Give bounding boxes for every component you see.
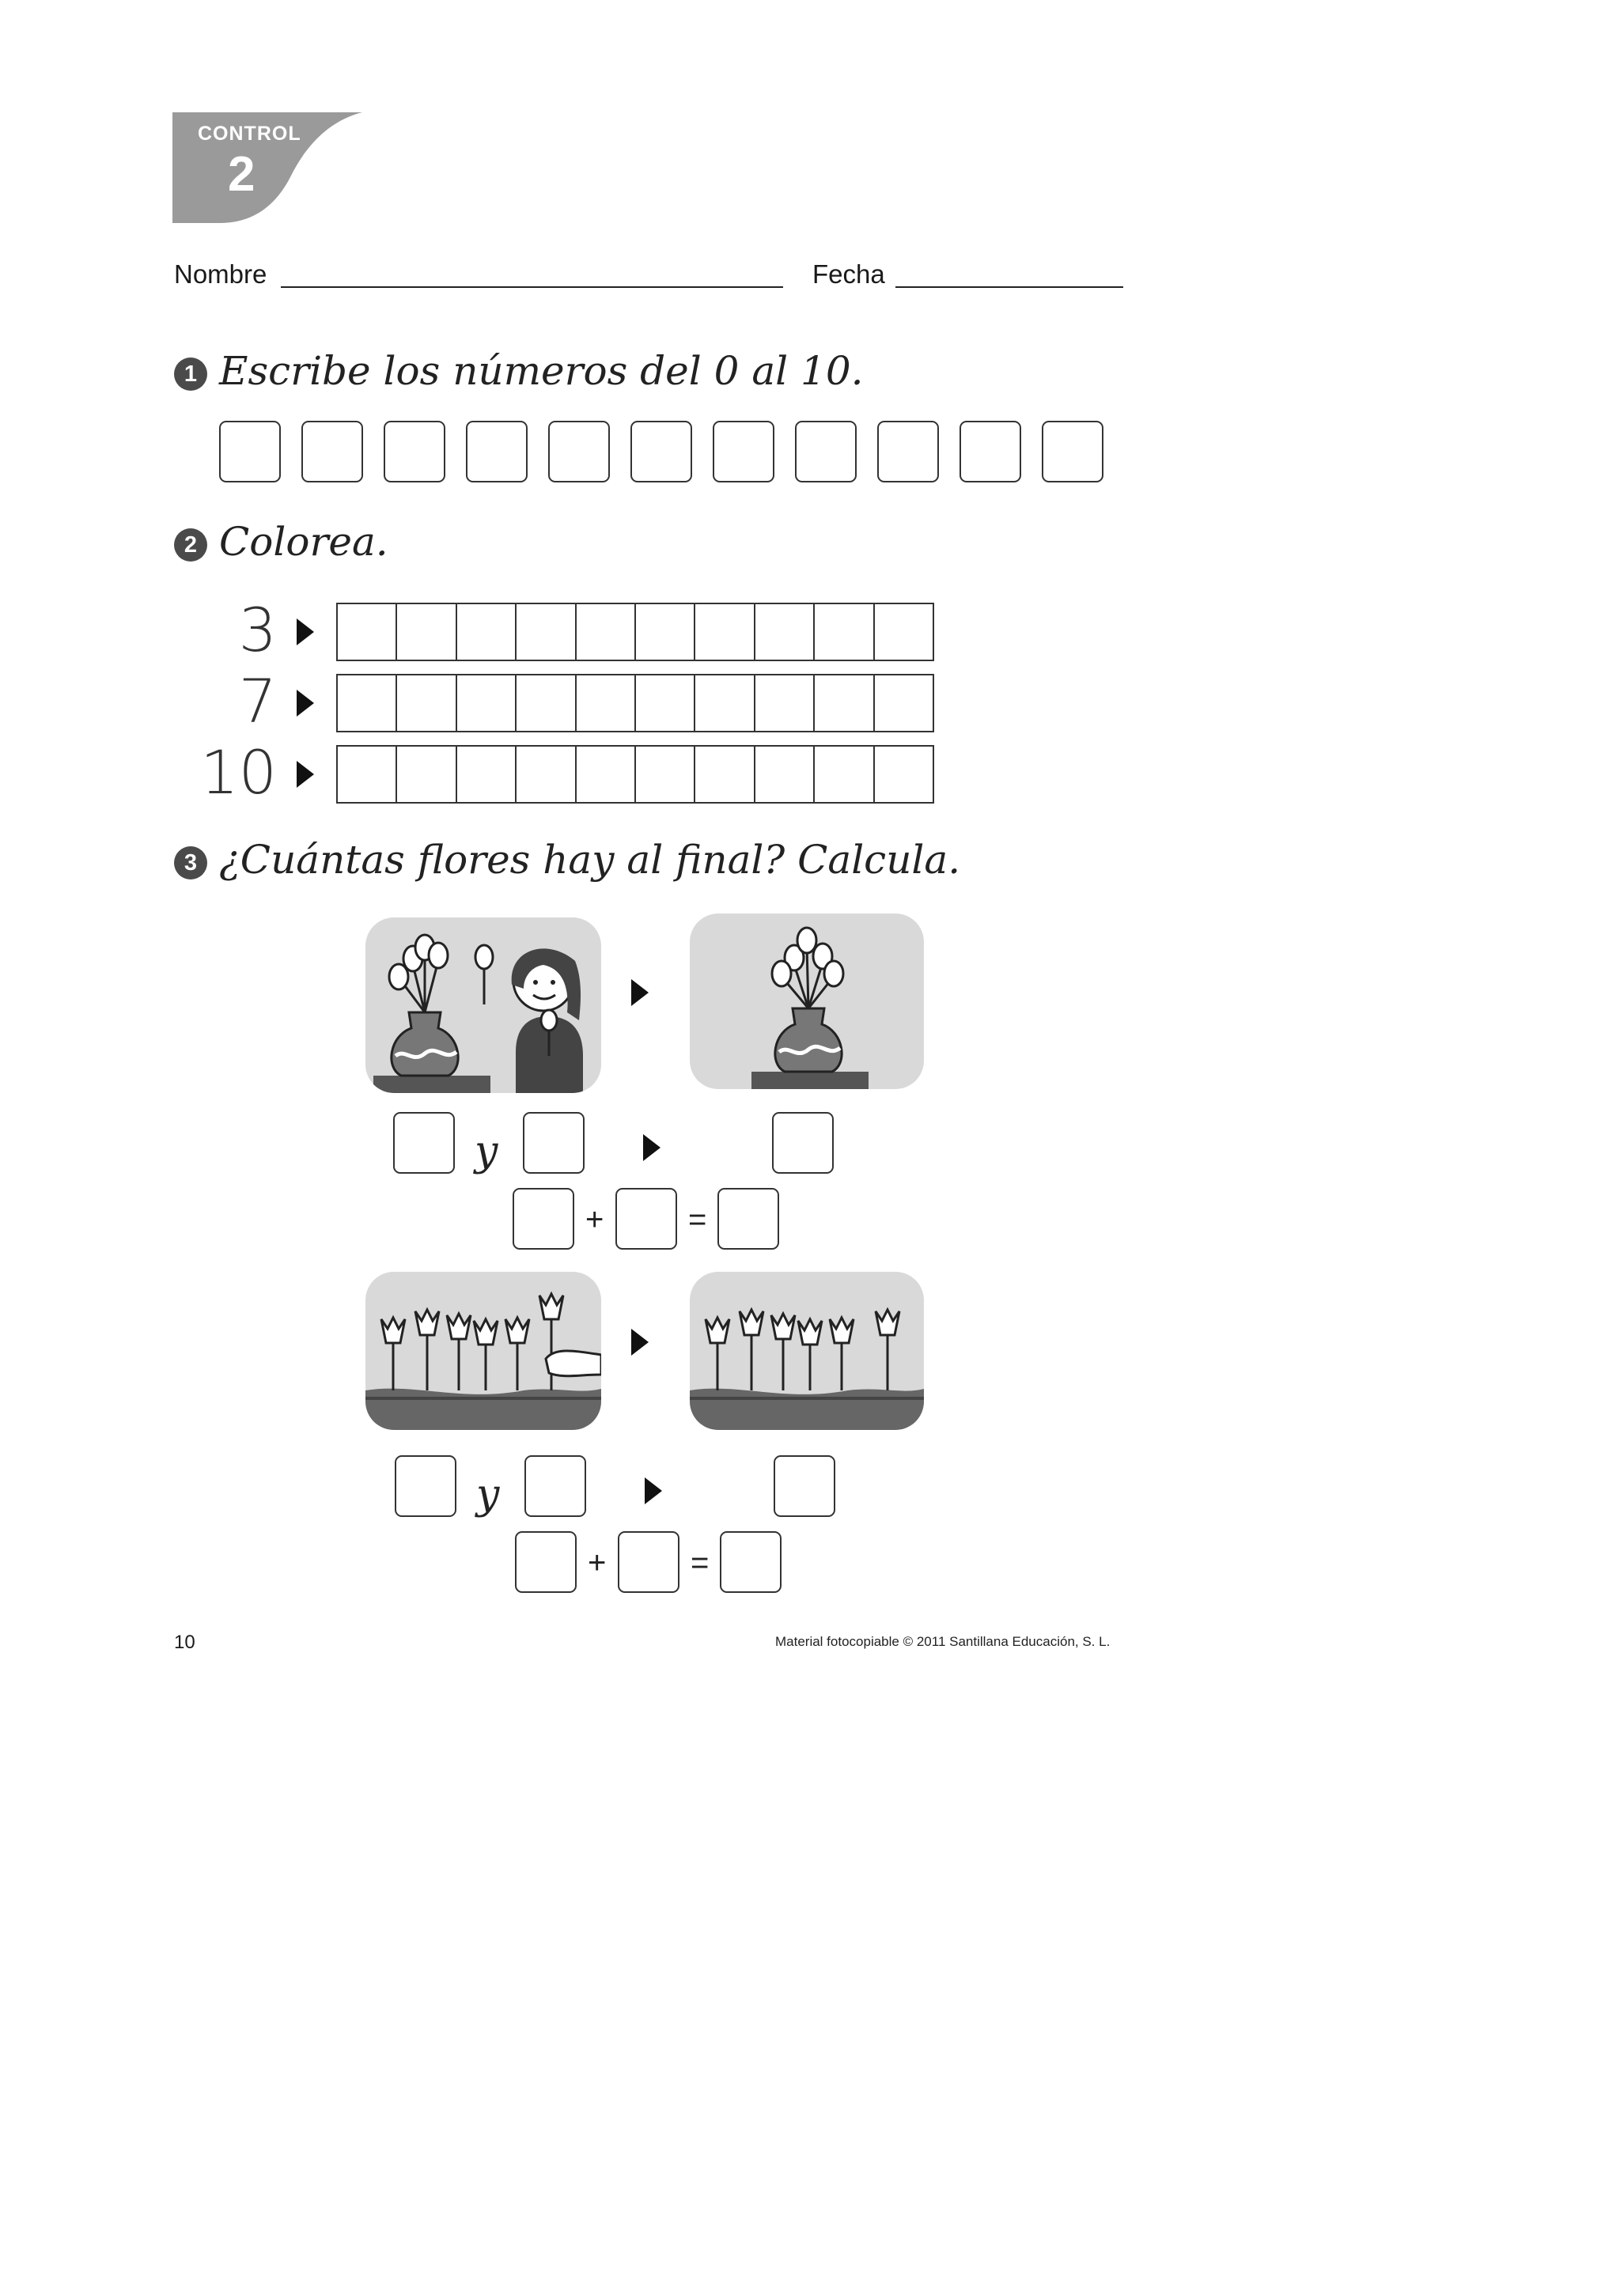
color-grid-row-7 <box>336 674 934 732</box>
copyright-notice: Material fotocopiable © 2011 Santillana Educación, S. L. <box>775 1634 1111 1649</box>
sum-term-box-2[interactable] <box>618 1531 679 1593</box>
grid-cell[interactable] <box>873 747 933 802</box>
name-label: Nombre <box>174 259 267 289</box>
number-box-0[interactable] <box>219 421 281 482</box>
date-line[interactable] <box>895 286 1123 288</box>
grid-cell[interactable] <box>694 604 753 660</box>
picture-tulips <box>690 1272 924 1430</box>
grid-cell[interactable] <box>338 747 396 802</box>
number-box-8[interactable] <box>877 421 939 482</box>
grid-cell[interactable] <box>754 747 813 802</box>
grid-cell[interactable] <box>575 747 634 802</box>
addend-box-1[interactable] <box>395 1455 456 1517</box>
control-label: CONTROL <box>198 123 301 145</box>
exercise-3-title: ¿Cuántas flores hay al final? Calcula. <box>219 837 961 883</box>
equals-sign: = <box>688 1202 707 1237</box>
number-box-3[interactable] <box>466 421 528 482</box>
grid-cell[interactable] <box>634 604 694 660</box>
vase-illustration <box>690 913 924 1089</box>
grid-cell[interactable] <box>575 604 634 660</box>
picture-vase-girl <box>365 917 601 1093</box>
color-row-number: 10 <box>200 737 277 808</box>
grid-cell[interactable] <box>396 747 455 802</box>
addend-box-2[interactable] <box>524 1455 586 1517</box>
exercise-2-badge: 2 <box>174 528 207 562</box>
color-grid-row-10 <box>336 745 934 804</box>
arrow-right-icon <box>631 979 649 1006</box>
picture-vase <box>690 913 924 1089</box>
addend-box-1[interactable] <box>393 1112 455 1174</box>
result-box[interactable] <box>772 1112 834 1174</box>
number-box-4[interactable] <box>548 421 610 482</box>
result-box[interactable] <box>774 1455 835 1517</box>
grid-cell[interactable] <box>575 675 634 731</box>
grid-cell[interactable] <box>813 747 872 802</box>
sum-result-box[interactable] <box>717 1188 779 1250</box>
grid-cell[interactable] <box>456 747 515 802</box>
arrow-right-icon <box>643 1134 660 1161</box>
sum-result-box[interactable] <box>720 1531 782 1593</box>
y-word: y <box>476 1471 500 1519</box>
sum-term-box-1[interactable] <box>513 1188 574 1250</box>
grid-cell[interactable] <box>456 675 515 731</box>
grid-cell[interactable] <box>754 604 813 660</box>
sum-term-box-1[interactable] <box>515 1531 577 1593</box>
sum-term-box-2[interactable] <box>615 1188 677 1250</box>
color-row-number: 7 <box>238 666 277 736</box>
name-line[interactable] <box>281 286 783 288</box>
color-row-number: 3 <box>238 595 277 665</box>
arrow-right-icon <box>297 690 314 717</box>
exercise-3-badge: 3 <box>174 846 207 879</box>
grid-cell[interactable] <box>634 675 694 731</box>
exercise-1-badge: 1 <box>174 357 207 391</box>
number-box-7[interactable] <box>795 421 857 482</box>
grid-cell[interactable] <box>694 675 753 731</box>
arrow-right-icon <box>297 618 314 645</box>
date-label: Fecha <box>812 259 885 289</box>
grid-cell[interactable] <box>813 604 872 660</box>
grid-cell[interactable] <box>754 675 813 731</box>
number-box-9[interactable] <box>960 421 1021 482</box>
addend-box-2[interactable] <box>523 1112 585 1174</box>
arrow-right-icon <box>297 761 314 788</box>
plus-sign: + <box>588 1545 607 1580</box>
control-number: 2 <box>228 147 255 202</box>
grid-cell[interactable] <box>515 747 574 802</box>
exercise-2-title: Colorea. <box>219 519 388 565</box>
number-box-10[interactable] <box>1042 421 1103 482</box>
grid-cell[interactable] <box>338 604 396 660</box>
arrow-right-icon <box>631 1329 649 1356</box>
tulips-hand-illustration <box>365 1272 601 1430</box>
grid-cell[interactable] <box>515 675 574 731</box>
color-grid-row-3 <box>336 603 934 661</box>
number-box-6[interactable] <box>713 421 774 482</box>
grid-cell[interactable] <box>396 675 455 731</box>
grid-cell[interactable] <box>396 604 455 660</box>
grid-cell[interactable] <box>813 675 872 731</box>
exercise-1-title: Escribe los números del 0 al 10. <box>219 348 864 394</box>
number-box-5[interactable] <box>630 421 692 482</box>
number-box-2[interactable] <box>384 421 445 482</box>
arrow-right-icon <box>645 1477 662 1504</box>
number-boxes-row <box>219 421 1103 482</box>
grid-cell[interactable] <box>515 604 574 660</box>
y-word: y <box>475 1128 498 1175</box>
number-box-1[interactable] <box>301 421 363 482</box>
grid-cell[interactable] <box>873 675 933 731</box>
tulips-illustration <box>690 1272 924 1430</box>
grid-cell[interactable] <box>456 604 515 660</box>
page-number: 10 <box>174 1632 195 1653</box>
grid-cell[interactable] <box>873 604 933 660</box>
grid-cell[interactable] <box>338 675 396 731</box>
equals-sign: = <box>691 1545 710 1580</box>
plus-sign: + <box>585 1202 604 1237</box>
vase-girl-illustration <box>365 917 601 1093</box>
grid-cell[interactable] <box>634 747 694 802</box>
grid-cell[interactable] <box>694 747 753 802</box>
picture-tulips-hand <box>365 1272 601 1430</box>
